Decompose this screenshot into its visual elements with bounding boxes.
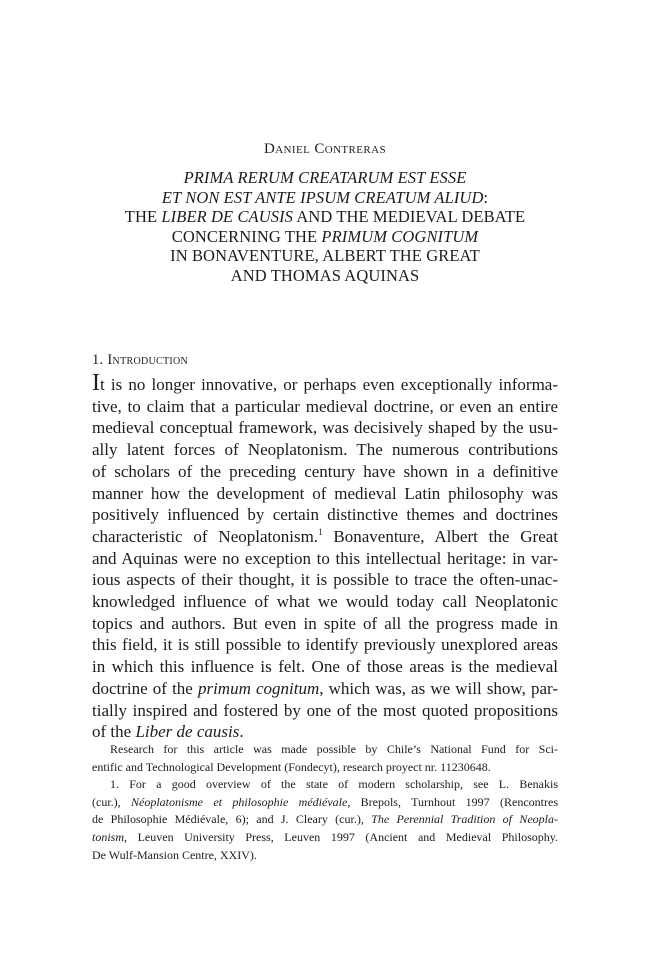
text-line: topics and authors. But even in spite of all the progress made in: [92, 613, 558, 633]
footnote-line: [92, 794, 558, 812]
title-line: [60, 227, 590, 247]
title-line: [60, 207, 590, 227]
line-text: characteristic of Neoplatonism.: [92, 526, 319, 546]
footnote-line: [92, 829, 558, 847]
text-line: ally latent forces of Neoplatonism. The numerous contributions: [92, 440, 558, 460]
body-paragraph: [92, 370, 559, 743]
title-text: AND THE MEDIEVAL DEBATE: [293, 207, 526, 226]
italic-term: primum cognitum: [197, 678, 320, 698]
title-line: AND THOMAS AQUINAS: [230, 265, 420, 285]
footnote-italic: Néoplatonisme et philosophie médiévale: [131, 794, 348, 809]
line-text: , which was, as we will show, par-: [319, 678, 558, 698]
footnote-line: Research for this article was made possible by Chile’s National Fund for Sci-: [110, 742, 558, 756]
author-name: Daniel Contreras: [263, 141, 387, 157]
line-text: doctrine of the: [92, 678, 198, 698]
line-text: Bonaventure, Albert the Great: [322, 526, 559, 546]
section-title: Introduction: [107, 352, 189, 368]
text-line: medieval conceptual framework, was decisively shaped by the usu-: [92, 418, 558, 438]
title-line: [60, 188, 590, 208]
text-line: positively influenced by certain distinctive themes and doctrines: [92, 505, 558, 525]
footnotes: [92, 741, 558, 864]
text-line: this field, it is still possible to identify previously unexplored areas: [92, 635, 558, 655]
drop-cap: I: [92, 370, 100, 396]
title-colon: :: [483, 187, 489, 207]
text-line: tially inspired and fostered by one of the most quoted propositions: [92, 700, 558, 720]
text-line: [92, 678, 558, 700]
text-line: in which this influence is felt. One of those areas is the medieval: [92, 657, 558, 677]
footnote-line: entific and Technological Development (Fondecyt), research proyect nr. 11230648.: [92, 759, 491, 774]
italic-term: Liber de causis: [135, 722, 240, 742]
footnote-line: [92, 811, 558, 829]
article-title: [60, 168, 590, 285]
text-line: and Aquinas were no exception to this intellectual heritage: in var-: [92, 548, 558, 568]
title-text: CONCERNING THE: [171, 226, 322, 246]
title-italic-text: PRIMUM COGNITUM: [321, 226, 479, 246]
text-line: of scholars of the preceding century have shown in a definitive: [92, 461, 558, 481]
section-number: 1.: [92, 352, 104, 368]
footnote-text: (cur.),: [92, 794, 131, 809]
text-line: [92, 721, 558, 743]
text-line: [92, 370, 558, 396]
line-text: t is no longer innovative, or perhaps even exceptionally informa-: [100, 375, 558, 394]
text-line: ious aspects of their thought, it is possible to trace the often-unac-: [92, 570, 558, 590]
text-line: knowledged influence of what we would today call Neoplatonic: [92, 592, 558, 612]
footnote-text: de Philosophie Médiévale, 6); and J. Cleary (cur.),: [92, 812, 372, 827]
title-italic-text: ET NON EST ANTE IPSUM CREATUM ALIUD: [161, 187, 484, 207]
title-italic-text: LIBER DE CAUSIS: [161, 207, 294, 226]
line-text: of the: [92, 722, 136, 742]
footnote-text: , Leuven University Press, Leuven 1997 (Ancient and Medieval Philosophy.: [124, 829, 558, 844]
footnote-line: De Wulf-Mansion Centre, XXIV).: [92, 847, 257, 862]
title-text: THE: [124, 207, 162, 226]
footnote-italic: The Perennial Tradition of Neopla-: [371, 812, 559, 827]
text-line: manner how the development of medieval Latin philosophy was: [92, 483, 558, 503]
section-heading: [92, 352, 572, 369]
footnote-reference[interactable]: 1: [318, 526, 323, 537]
footnote-text: , Brepols, Turnhout 1997 (Rencontres: [347, 794, 558, 809]
title-italic-text: PRIMA RERUM CREATARUM EST ESSE: [183, 168, 467, 187]
text-line: tive, to claim that a particular medieval doctrine, or even an entire: [92, 396, 558, 416]
footnote-italic: tonism: [92, 829, 125, 844]
title-line: IN BONAVENTURE, ALBERT THE GREAT: [170, 246, 480, 265]
title-line: [60, 168, 590, 188]
line-text: .: [239, 722, 244, 742]
text-line: [92, 526, 558, 548]
footnote-line: 1. For a good overview of the state of modern scholarship, see L. Benakis: [110, 777, 558, 792]
